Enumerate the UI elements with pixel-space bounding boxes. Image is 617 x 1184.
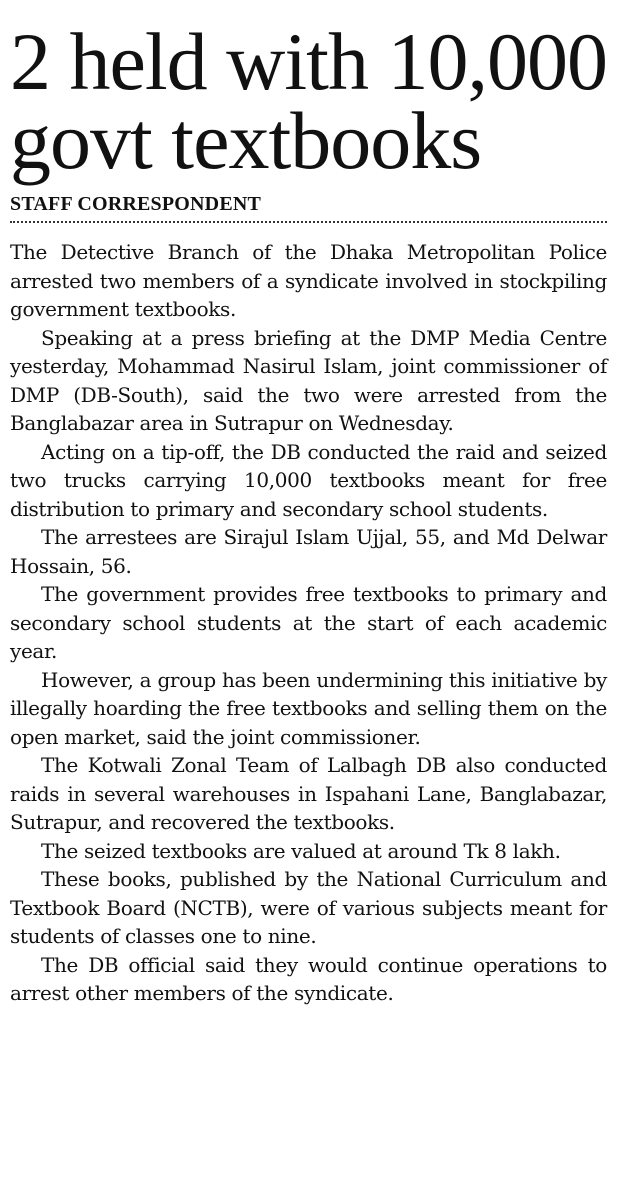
paragraph-2: Speaking at a press briefing at the DMP Media Centre yesterday, Mohammad Nasirul Islam, joint commissioner of DMP (DB-South), said the two were arrested from the Banglabazar area in Sutrapur on Wednesday.: [10, 325, 607, 435]
paragraph-6: However, a group has been undermining this initiative by illegally hoarding the free textbooks and selling them on the open market, said the joint commissioner.: [10, 667, 607, 749]
paragraph-3: Acting on a tip-off, the DB conducted the raid and seized two trucks carrying 10,000 textbooks meant for free distribution to primary and secondary school students.: [10, 439, 607, 521]
paragraph-1: The Detective Branch of the Dhaka Metropolitan Police arrested two members of a syndicate involved in stockpiling government textbooks.: [10, 240, 607, 321]
paragraph-4: The arrestees are Sirajul Islam Ujjal, 55, and Md Delwar Hossain, 56.: [10, 525, 607, 578]
byline: STAFF CORRESPONDENT: [10, 193, 262, 215]
paragraph-8: The seized textbooks are valued at around Tk 8 lakh.: [41, 838, 561, 863]
paragraph-5: The government provides free textbooks to primary and secondary school students at the start of each academic year.: [10, 582, 607, 663]
headline: 2 held with 10,000 govt textbooks: [10, 16, 607, 186]
paragraph-9: These books, published by the National Curriculum and Textbook Board (NCTB), were of various subjects meant for students of classes one to nine.: [10, 867, 607, 948]
paragraph-7: The Kotwali Zonal Team of Lalbagh DB also conducted raids in several warehouses in Ispahani Lane, Banglabazar, Sutrapur, and recovered the textbooks.: [10, 753, 607, 834]
article-body: [10, 238, 607, 1008]
paragraph-10: The DB official said they would continue operations to arrest other members of the syndicate.: [10, 952, 607, 1005]
dotted-divider: [10, 221, 607, 223]
